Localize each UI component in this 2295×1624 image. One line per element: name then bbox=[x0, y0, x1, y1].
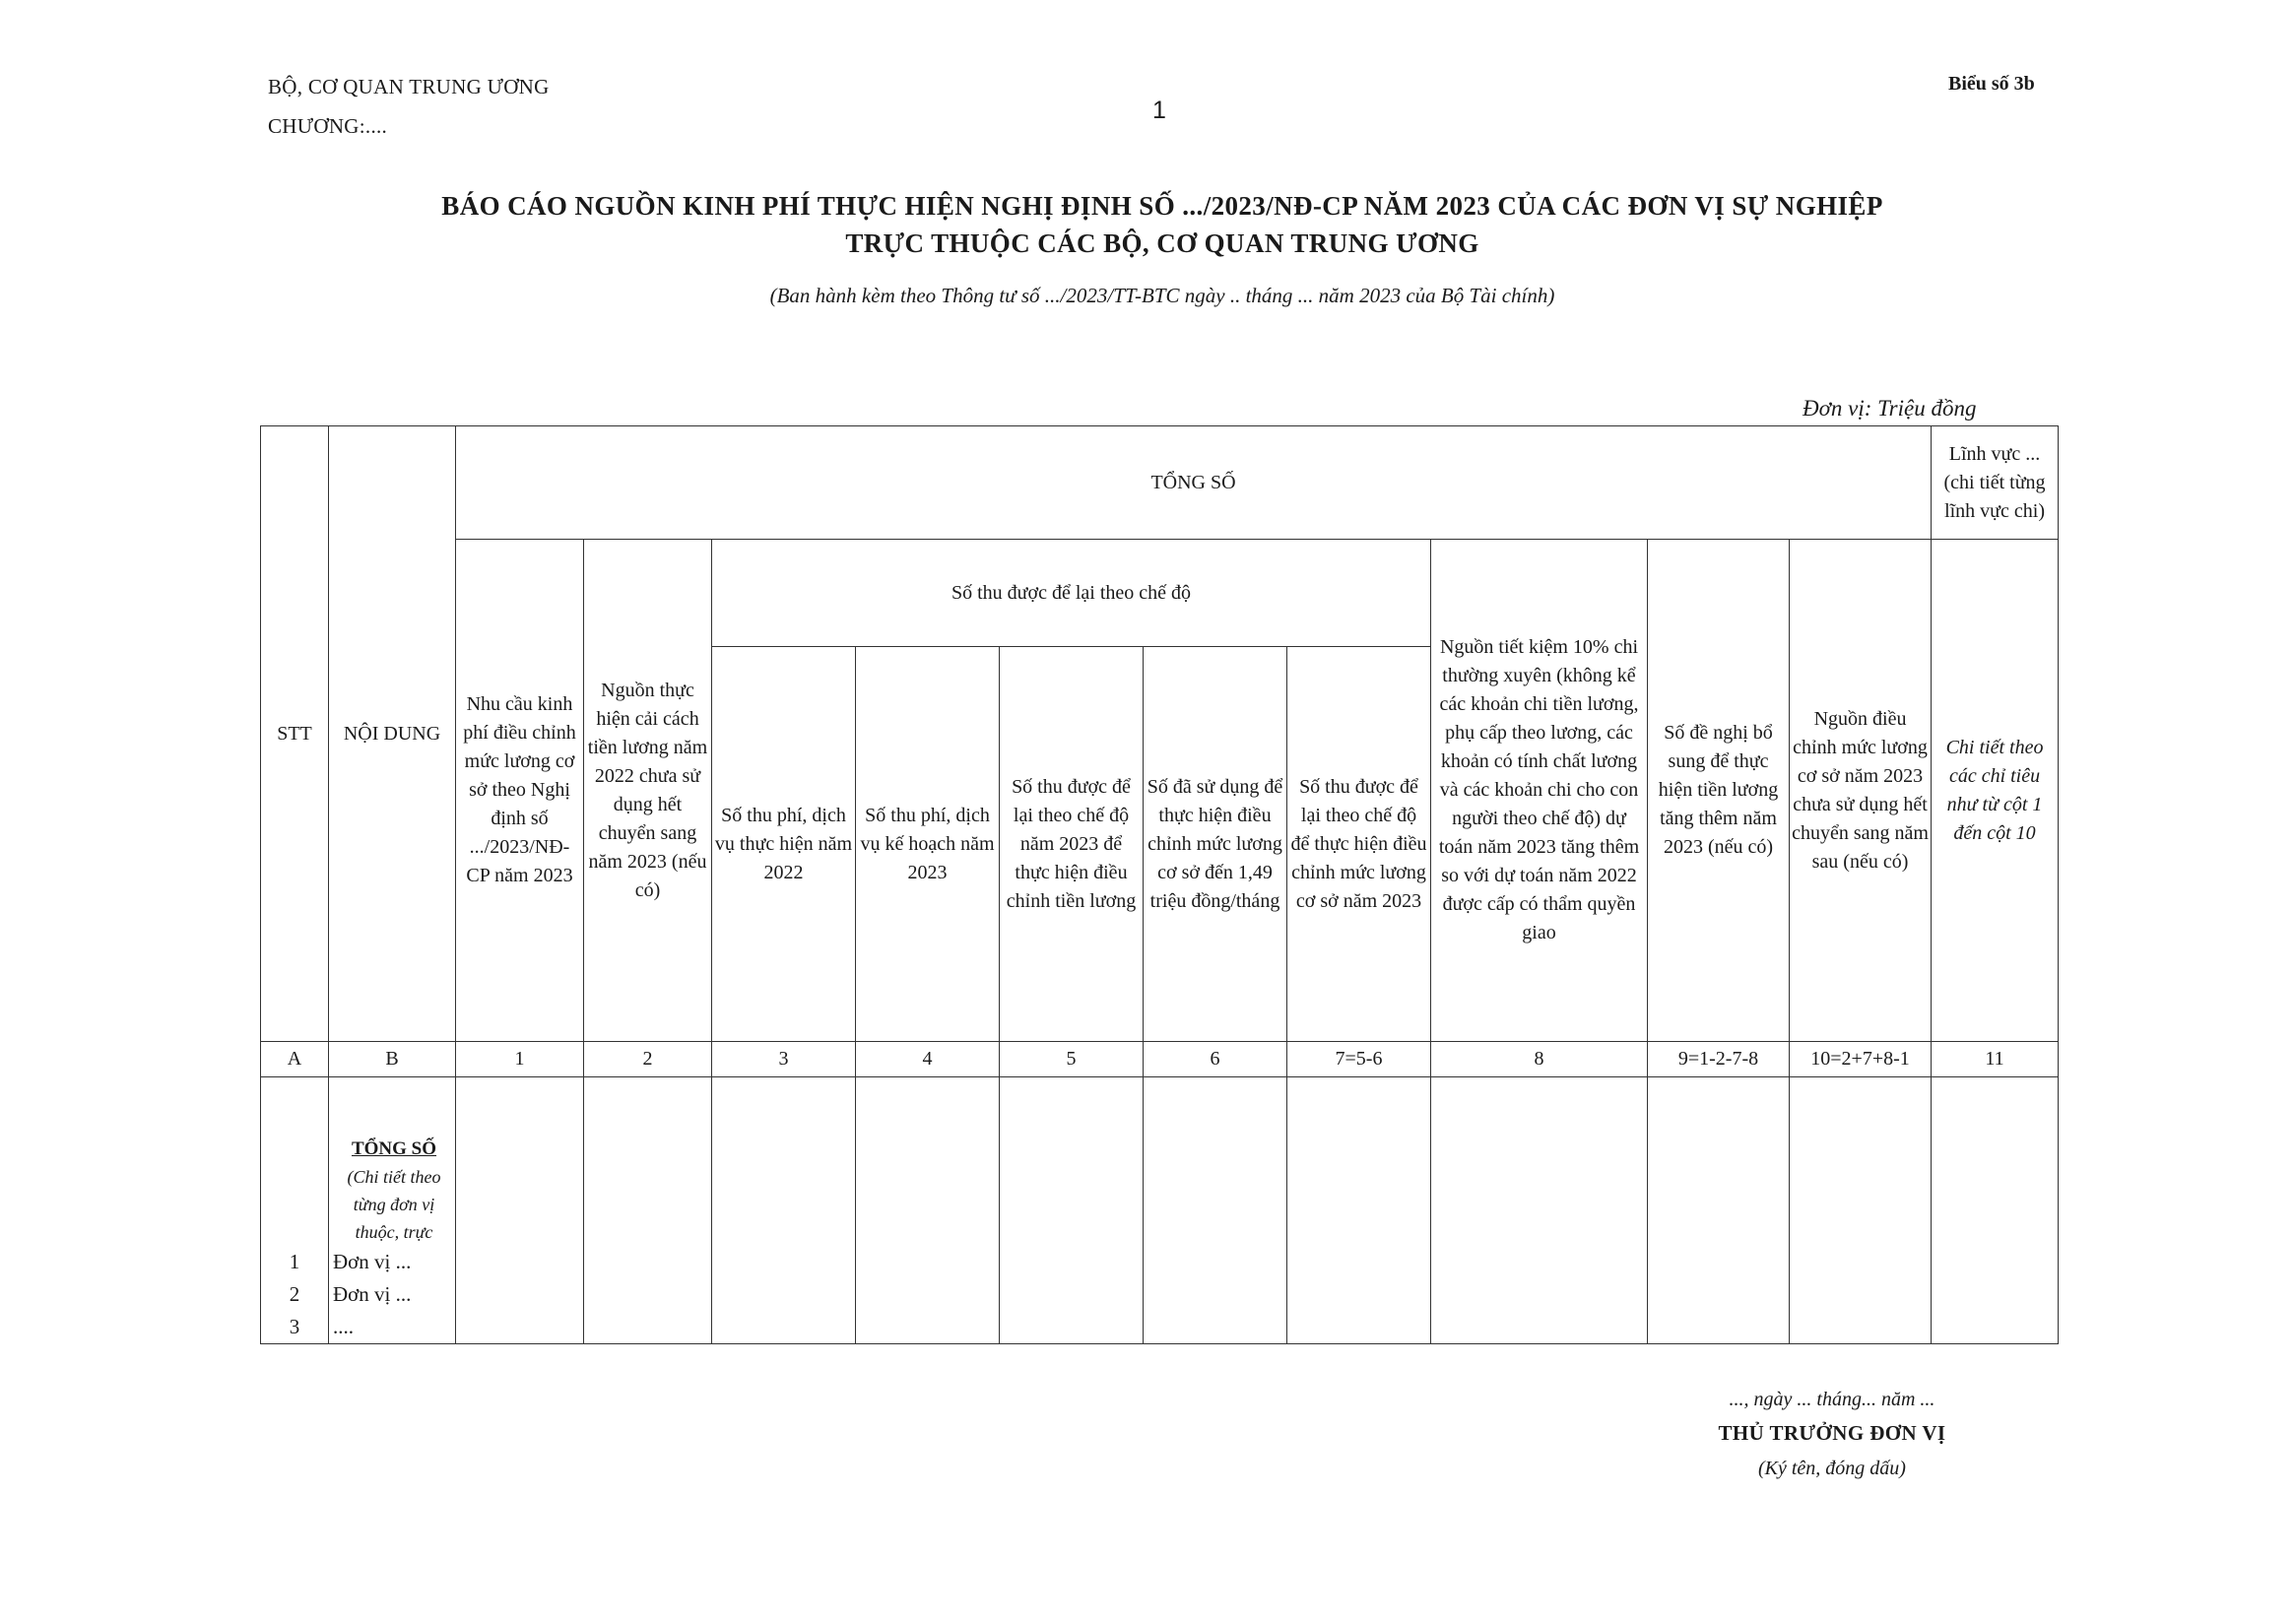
ministry-name: BỘ, CƠ QUAN TRUNG ƯƠNG bbox=[268, 75, 550, 98]
table-body-row bbox=[261, 1077, 2059, 1344]
row-stt: 1 bbox=[289, 1250, 300, 1273]
empty-cell bbox=[1431, 1077, 1648, 1344]
header-col-3: Số thu phí, dịch vụ thực hiện năm 2022 bbox=[712, 647, 856, 1042]
report-title-line1: BÁO CÁO NGUỒN KINH PHÍ THỰC HIỆN NGHỊ ĐỊNH SỐ .../2023/NĐ-CP NĂM 2023 CỦA CÁC ĐƠN VỊ SỰ NGHIỆP bbox=[441, 191, 1883, 221]
row-stt: 2 bbox=[289, 1282, 300, 1306]
column-number: 4 bbox=[856, 1042, 1000, 1077]
report-title-line2: TRỰC THUỘC CÁC BỘ, CƠ QUAN TRUNG ƯƠNG bbox=[845, 228, 1479, 258]
column-number: 9=1-2-7-8 bbox=[1648, 1042, 1790, 1077]
chapter-label: CHƯƠNG:.... bbox=[268, 114, 388, 138]
header-noi-dung: NỘI DUNG bbox=[329, 426, 456, 1042]
header-col-9: Số đề nghị bổ sung để thực hiện tiền lương tăng thêm năm 2023 (nếu có) bbox=[1648, 540, 1790, 1042]
tong-so-note: (Chi tiết theo từng đơn vị thuộc, trực bbox=[347, 1167, 441, 1242]
empty-cell bbox=[456, 1077, 584, 1344]
column-number: 3 bbox=[712, 1042, 856, 1077]
tong-so-label: TỔNG SỐ bbox=[351, 1138, 437, 1159]
header-linh-vuc: Lĩnh vực ... (chi tiết từng lĩnh vực chi) bbox=[1932, 426, 2059, 540]
header-col-1: Nhu cầu kinh phí điều chỉnh mức lương cơ sở theo Nghị định số .../2023/NĐ-CP năm 2023 bbox=[456, 540, 584, 1042]
empty-cell bbox=[712, 1077, 856, 1344]
empty-cell bbox=[1648, 1077, 1790, 1344]
header-tong-so: TỔNG SỐ bbox=[456, 426, 1932, 540]
header-col-10: Nguồn điều chỉnh mức lương cơ sở năm 2023 chưa sử dụng hết chuyển sang năm sau (nếu có) bbox=[1790, 540, 1932, 1042]
empty-cell bbox=[1932, 1077, 2059, 1344]
header-so-thu-group: Số thu được để lại theo chế độ bbox=[712, 540, 1431, 647]
header-stt: STT bbox=[261, 426, 329, 1042]
header-row-2 bbox=[261, 540, 2059, 647]
signature-date: ..., ngày ... tháng... năm ... bbox=[1729, 1389, 1935, 1410]
header-col-8: Nguồn tiết kiệm 10% chi thường xuyên (không kể các khoản chi tiền lương, phụ cấp theo lương, các khoản có tính chất lương và các khoản chi cho con người theo chế độ) dự toán năm 2023 tăng thêm so với dự toán năm 2022 được cấp có thẩm quyền giao bbox=[1431, 540, 1648, 1042]
column-number: 7=5-6 bbox=[1287, 1042, 1431, 1077]
empty-cell bbox=[1287, 1077, 1431, 1344]
column-number: B bbox=[329, 1042, 456, 1077]
header-col-2: Nguồn thực hiện cải cách tiền lương năm 2022 chưa sử dụng hết chuyển sang năm 2023 (nếu có) bbox=[584, 540, 712, 1042]
column-number: 2 bbox=[584, 1042, 712, 1077]
column-number: 8 bbox=[1431, 1042, 1648, 1077]
body-noi-dung-cell bbox=[329, 1077, 456, 1344]
report-subtitle: (Ban hành kèm theo Thông tư số .../2023/TT-BTC ngày .. tháng ... năm 2023 của Bộ Tài chính) bbox=[769, 284, 1555, 307]
header-row-1 bbox=[261, 426, 2059, 540]
signature-title: THỦ TRƯỞNG ĐƠN VỊ bbox=[1718, 1421, 1946, 1445]
column-number: 5 bbox=[1000, 1042, 1144, 1077]
page-number: 1 bbox=[1152, 97, 1166, 124]
empty-cell bbox=[856, 1077, 1000, 1344]
row-name: Đơn vị ... bbox=[333, 1282, 412, 1306]
row-name: .... bbox=[333, 1315, 354, 1338]
body-stt-cell bbox=[261, 1077, 329, 1344]
empty-cell bbox=[1000, 1077, 1144, 1344]
empty-cell bbox=[1144, 1077, 1287, 1344]
report-table bbox=[260, 425, 2059, 1344]
empty-cell bbox=[1790, 1077, 1932, 1344]
column-number: 6 bbox=[1144, 1042, 1287, 1077]
row-name: Đơn vị ... bbox=[333, 1250, 412, 1273]
header-col-7: Số thu được để lại theo chế độ để thực hiện điều chỉnh mức lương cơ sở năm 2023 bbox=[1287, 647, 1431, 1042]
empty-cell bbox=[584, 1077, 712, 1344]
column-number: 10=2+7+8-1 bbox=[1790, 1042, 1932, 1077]
column-number: 1 bbox=[456, 1042, 584, 1077]
signature-note: (Ký tên, đóng dấu) bbox=[1758, 1458, 1906, 1479]
report-title bbox=[295, 187, 2029, 262]
form-number: Biểu số 3b bbox=[1948, 73, 2035, 95]
header-col-11: Chi tiết theo các chỉ tiêu như từ cột 1 đến cột 10 bbox=[1932, 540, 2059, 1042]
header-col-5: Số thu được để lại theo chế độ năm 2023 để thực hiện điều chỉnh tiền lương bbox=[1000, 647, 1144, 1042]
column-number: A bbox=[261, 1042, 329, 1077]
currency-unit: Đơn vị: Triệu đồng bbox=[1803, 396, 1977, 421]
ministry-header bbox=[268, 67, 550, 146]
column-numbering-row bbox=[261, 1042, 2059, 1077]
column-number: 11 bbox=[1932, 1042, 2059, 1077]
row-stt: 3 bbox=[289, 1315, 300, 1338]
header-col-6: Số đã sử dụng để thực hiện điều chỉnh mức lương cơ sở đến 1,49 triệu đồng/tháng bbox=[1144, 647, 1287, 1042]
header-col-4: Số thu phí, dịch vụ kế hoạch năm 2023 bbox=[856, 647, 1000, 1042]
